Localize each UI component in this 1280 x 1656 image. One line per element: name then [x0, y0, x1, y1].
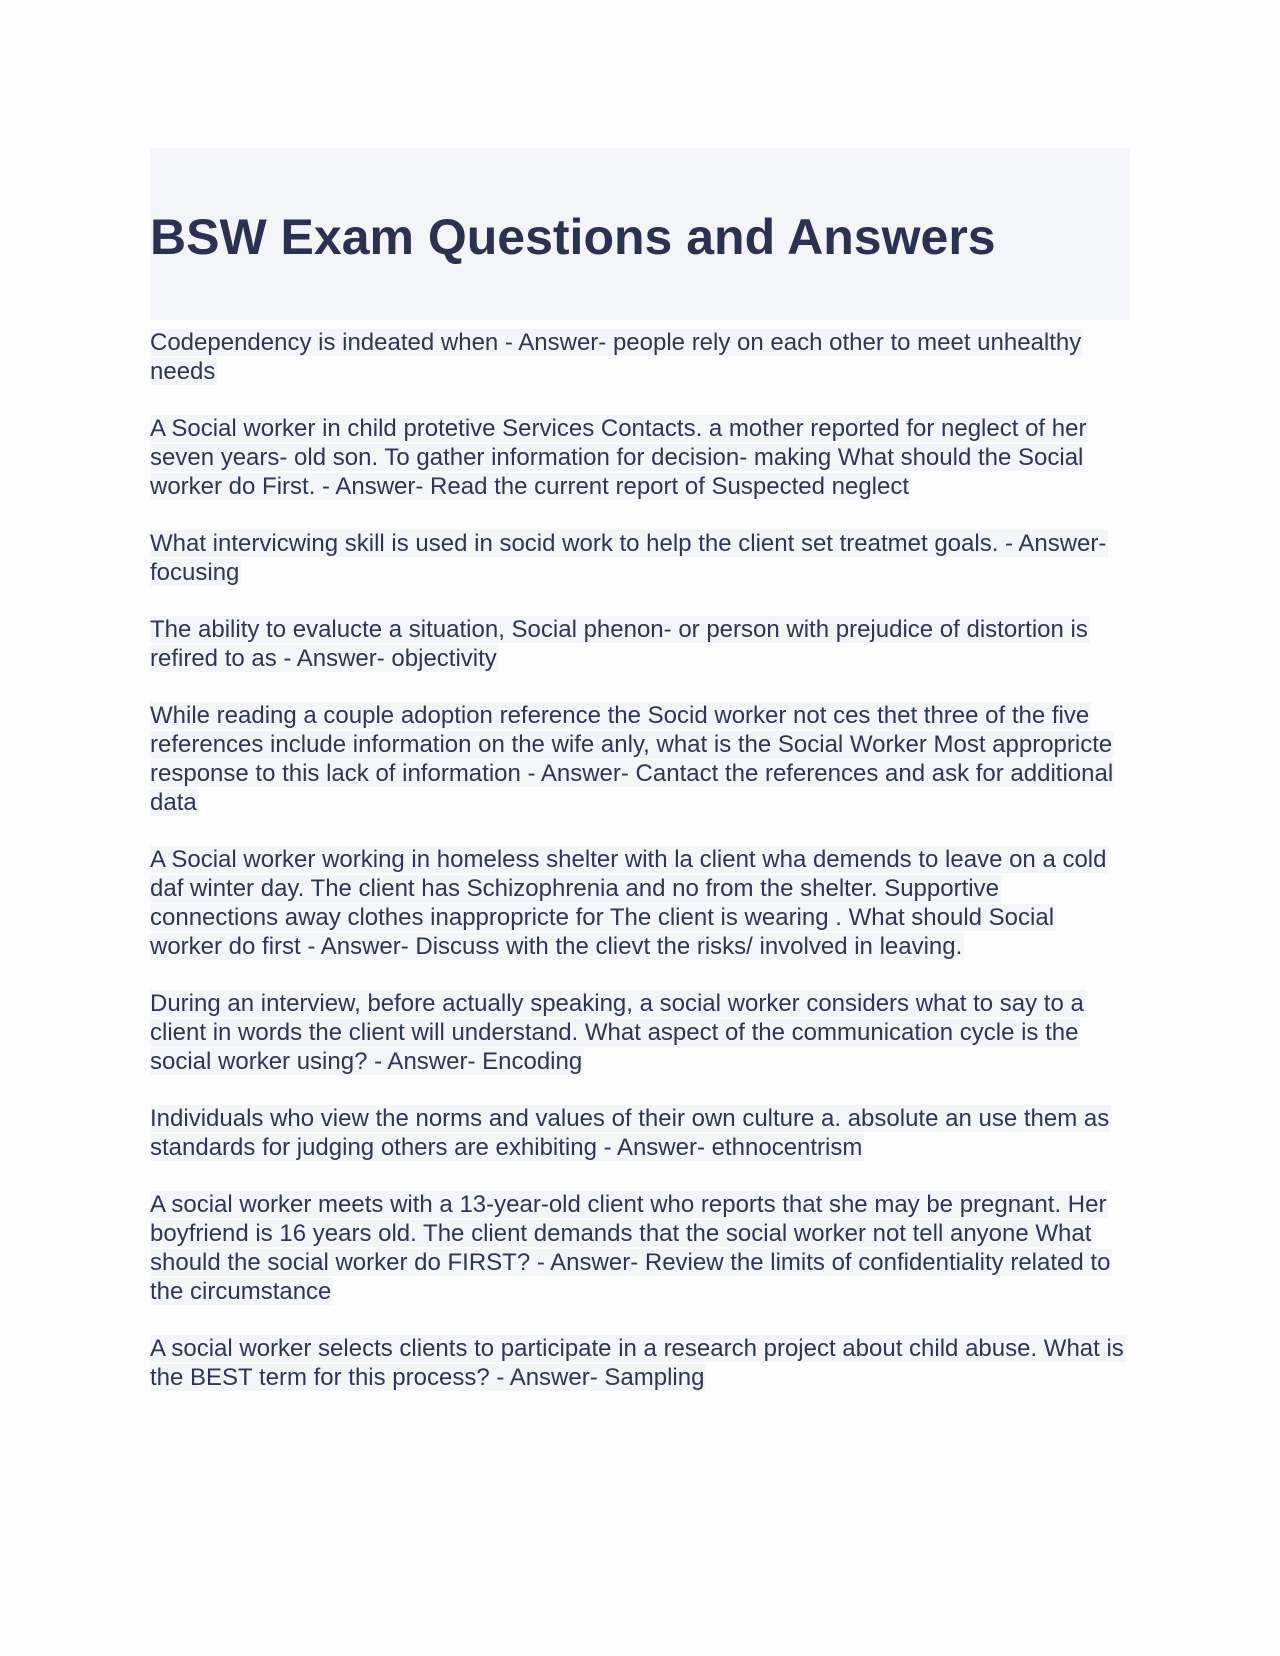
title-block: [150, 148, 1130, 320]
qa-item: [150, 328, 1130, 386]
qa-item: [150, 989, 1130, 1076]
qa-item: [150, 1190, 1130, 1306]
qa-text: A social worker selects clients to participate in a research project about child abuse. What is the BEST term for this process? - Answer- Sampling: [150, 1335, 1124, 1391]
qa-text: A Social worker in child protetive Services Contacts. a mother reported for neglect of her seven years- old son. To gather information for decision- making What should the Social worker do First. - Answer- Read the current report of Suspected neglect: [150, 415, 1087, 500]
qa-text: During an interview, before actually speaking, a social worker considers what to say to a client in words the client will understand. What aspect of the communication cycle is the social worker using? - Answer- Encoding: [150, 990, 1084, 1075]
qa-text: A Social worker working in homeless shelter with la client wha demends to leave on a cold daf winter day. The client has Schizophrenia and no from the shelter. Supportive connections away clothes inappropricte for The client is wearing . What should Social worker do first - Answer- Discuss with the clievt the risks/ involved in leaving.: [150, 846, 1107, 960]
document-page: [150, 148, 1130, 1420]
qa-text: What intervicwing skill is used in socid work to help the client set treatmet goals. - Answer- focusing: [150, 530, 1107, 586]
qa-text: The ability to evalucte a situation, Social phenon- or person with prejudice of distortion is refired to as - Answer- objectivity: [150, 616, 1088, 672]
qa-item: [150, 701, 1130, 817]
qa-text: While reading a couple adoption reference the Socid worker not ces thet three of the five references include information on the wife anly, what is the Social Worker Most appropricte response to this lack of information - Answer- Cantact the references and ask for additional data: [150, 702, 1114, 816]
qa-item: [150, 529, 1130, 587]
document-title: BSW Exam Questions and Answers: [150, 209, 996, 265]
qa-item: [150, 1104, 1130, 1162]
qa-item: [150, 615, 1130, 673]
qa-text: Codependency is indeated when - Answer- people rely on each other to meet unhealthy needs: [150, 329, 1082, 385]
qa-item: [150, 845, 1130, 961]
qa-text: A social worker meets with a 13-year-old client who reports that she may be pregnant. Her boyfriend is 16 years old. The client demands that the social worker not tell anyone What should the social worker do FIRST? - Answer- Review the limits of confidentiality related to the circumstance: [150, 1191, 1111, 1305]
qa-item: [150, 1334, 1130, 1392]
qa-item: [150, 414, 1130, 501]
qa-text: Individuals who view the norms and values of their own culture a. absolute an use them as standards for judging others are exhibiting - Answer- ethnocentrism: [150, 1105, 1110, 1161]
qa-list: [150, 328, 1130, 1392]
